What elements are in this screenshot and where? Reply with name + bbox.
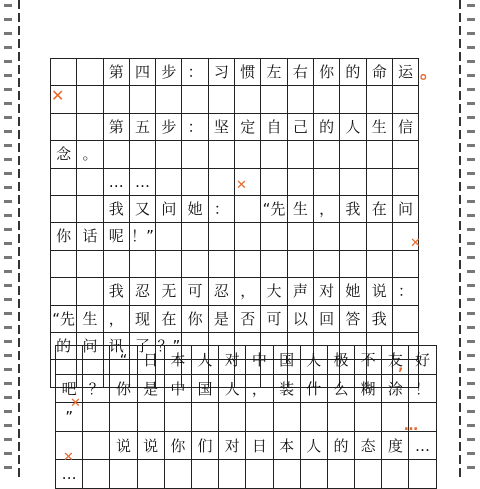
grid-cell: 们	[192, 432, 219, 461]
grid-cell: 否	[235, 306, 261, 333]
grid-cell	[51, 278, 77, 305]
grid-cell	[77, 278, 103, 305]
grid-cell: 态	[355, 432, 382, 461]
grid-cell: 忍	[209, 278, 235, 305]
grid-cell	[182, 141, 208, 168]
grid-cell	[138, 460, 165, 489]
grid-cell: 习	[209, 59, 235, 86]
grid-cell	[328, 403, 355, 432]
grid-cell: 现	[130, 306, 156, 333]
grid-cell	[367, 86, 393, 113]
grid-cell: 我	[340, 196, 366, 223]
grid-cell: 运	[393, 59, 419, 86]
grid-cell: 她	[182, 196, 208, 223]
grid-cell	[340, 251, 366, 278]
grid-cell	[235, 223, 261, 250]
grid-cell	[219, 403, 246, 432]
grid-cell	[156, 251, 182, 278]
grid-cell	[261, 223, 287, 250]
grid-row	[51, 251, 419, 278]
grid-row	[56, 432, 437, 461]
grid-cell: 我	[104, 196, 130, 223]
grid-cell: 中	[165, 375, 192, 404]
grid-cell: 在	[367, 196, 393, 223]
grid-cell: 可	[261, 306, 287, 333]
grid-cell: ，	[314, 196, 340, 223]
grid-cell	[274, 460, 301, 489]
grid-cell: 在	[156, 306, 182, 333]
grid-cell: 的	[340, 59, 366, 86]
grid-cell	[235, 196, 261, 223]
grid-cell	[182, 223, 208, 250]
grid-cell: 本	[274, 432, 301, 461]
grid-cell: 可	[182, 278, 208, 305]
lower-writing-grid	[55, 345, 437, 489]
grid-row	[51, 59, 419, 86]
grid-cell	[77, 59, 103, 86]
grid-cell	[301, 403, 328, 432]
grid-cell: 步	[156, 59, 182, 86]
grid-cell: 回	[314, 306, 340, 333]
grid-cell	[261, 141, 287, 168]
grid-cell	[182, 86, 208, 113]
grid-cell: 对	[219, 346, 246, 375]
grid-cell	[209, 141, 235, 168]
grid-cell	[235, 141, 261, 168]
correction-cross-mark: ✕	[410, 236, 421, 251]
grid-cell: 本	[165, 346, 192, 375]
grid-cell	[83, 346, 110, 375]
grid-cell: 涂	[382, 375, 409, 404]
grid-cell: 己	[288, 114, 314, 141]
grid-cell: ！”	[130, 223, 156, 250]
grid-cell	[130, 86, 156, 113]
grid-cell	[51, 114, 77, 141]
grid-cell: ，	[104, 306, 130, 333]
grid-cell: ”	[56, 403, 83, 432]
grid-cell: …	[409, 432, 436, 461]
grid-cell	[219, 460, 246, 489]
grid-cell: 人	[301, 432, 328, 461]
grid-cell: ，	[246, 375, 273, 404]
grid-cell	[288, 251, 314, 278]
grid-cell	[83, 460, 110, 489]
grid-cell: ：	[393, 278, 419, 305]
grid-cell	[314, 141, 340, 168]
grid-cell	[314, 251, 340, 278]
grid-cell	[340, 86, 366, 113]
grid-cell: 大	[261, 278, 287, 305]
grid-cell: 你	[182, 306, 208, 333]
grid-cell: 友	[382, 346, 409, 375]
grid-cell	[77, 169, 103, 196]
grid-cell: 自	[261, 114, 287, 141]
grid-cell: 呢	[104, 223, 130, 250]
grid-cell	[77, 251, 103, 278]
grid-cell: 话	[77, 223, 103, 250]
grid-cell	[182, 251, 208, 278]
grid-cell: 步	[156, 114, 182, 141]
grid-cell: 什	[301, 375, 328, 404]
grid-cell: ：	[182, 114, 208, 141]
grid-cell: 生	[288, 196, 314, 223]
grid-cell	[192, 460, 219, 489]
grid-cell	[83, 432, 110, 461]
grid-cell: 五	[130, 114, 156, 141]
grid-cell: 定	[235, 114, 261, 141]
correction-period-mark: 。	[420, 62, 438, 83]
grid-cell	[156, 223, 182, 250]
grid-cell: 四	[130, 59, 156, 86]
grid-cell: 惯	[235, 59, 261, 86]
grid-cell	[288, 141, 314, 168]
grid-cell: 对	[219, 432, 246, 461]
grid-cell	[340, 169, 366, 196]
grid-cell	[409, 460, 436, 489]
grid-cell: 问	[393, 196, 419, 223]
grid-cell: ！	[409, 375, 436, 404]
correction-cross-mark: ✕	[63, 450, 74, 465]
grid-cell: 念	[51, 141, 77, 168]
grid-cell: 人	[301, 346, 328, 375]
grid-cell: 她	[340, 278, 366, 305]
grid-cell: 答	[340, 306, 366, 333]
grid-cell	[209, 223, 235, 250]
grid-cell: …	[130, 169, 156, 196]
grid-cell: 是	[138, 375, 165, 404]
grid-cell: 问	[156, 196, 182, 223]
grid-cell: …	[104, 169, 130, 196]
grid-cell	[355, 460, 382, 489]
left-rail	[4, 0, 12, 480]
grid-cell: 说	[110, 432, 137, 461]
grid-cell: 么	[328, 375, 355, 404]
grid-cell: 不	[355, 346, 382, 375]
grid-row	[56, 460, 437, 489]
correction-quote-mark: ’	[398, 366, 404, 382]
grid-cell	[165, 460, 192, 489]
grid-cell: 国	[274, 346, 301, 375]
grid-cell: ：	[182, 59, 208, 86]
grid-cell: 度	[382, 432, 409, 461]
grid-cell: “	[110, 346, 137, 375]
grid-cell: 你	[165, 432, 192, 461]
grid-cell	[104, 86, 130, 113]
grid-cell	[261, 86, 287, 113]
grid-cell: 我	[367, 306, 393, 333]
grid-cell	[367, 169, 393, 196]
left-frame-line	[18, 0, 20, 480]
grid-cell: 糊	[355, 375, 382, 404]
grid-cell: 是	[209, 306, 235, 333]
grid-row	[51, 306, 419, 333]
grid-row	[56, 346, 437, 375]
grid-cell	[156, 169, 182, 196]
correction-cross-mark: ✕	[70, 396, 81, 411]
grid-cell	[393, 251, 419, 278]
grid-cell: 生	[77, 306, 103, 333]
grid-cell	[130, 141, 156, 168]
grid-cell: 好	[409, 346, 436, 375]
grid-row	[51, 141, 419, 168]
grid-cell: 你	[51, 223, 77, 250]
grid-cell: 忍	[130, 278, 156, 305]
grid-cell	[83, 403, 110, 432]
grid-cell	[104, 251, 130, 278]
grid-cell	[367, 251, 393, 278]
grid-cell: 说	[138, 432, 165, 461]
grid-cell	[274, 403, 301, 432]
upper-writing-grid	[50, 58, 419, 388]
grid-cell: …	[56, 460, 83, 489]
grid-cell	[314, 169, 340, 196]
grid-cell	[288, 169, 314, 196]
grid-cell: 中	[246, 346, 273, 375]
grid-cell	[51, 251, 77, 278]
grid-row	[56, 403, 437, 432]
grid-cell: 对	[314, 278, 340, 305]
grid-cell: 吧	[56, 375, 83, 404]
grid-cell: 右	[288, 59, 314, 86]
grid-cell	[355, 403, 382, 432]
grid-cell: “先	[51, 306, 77, 333]
grid-cell	[209, 251, 235, 278]
grid-cell	[77, 86, 103, 113]
grid-cell: 说	[367, 278, 393, 305]
grid-cell: 问	[77, 333, 103, 360]
correction-cross-mark: ✕	[236, 178, 247, 193]
grid-cell	[56, 346, 83, 375]
grid-cell	[209, 169, 235, 196]
grid-cell: 第	[104, 59, 130, 86]
grid-cell: 了	[130, 333, 156, 360]
grid-cell: 的	[51, 333, 77, 360]
grid-cell: ：	[209, 196, 235, 223]
grid-cell	[301, 460, 328, 489]
grid-cell	[51, 169, 77, 196]
grid-cell	[77, 196, 103, 223]
grid-row	[51, 114, 419, 141]
grid-cell	[340, 223, 366, 250]
grid-cell	[367, 141, 393, 168]
grid-cell	[393, 141, 419, 168]
grid-cell	[104, 141, 130, 168]
grid-cell: 生	[367, 114, 393, 141]
grid-cell: 讯	[104, 333, 130, 360]
grid-cell	[393, 169, 419, 196]
grid-cell: 左	[261, 59, 287, 86]
grid-cell: 坚	[209, 114, 235, 141]
grid-row	[51, 223, 419, 250]
grid-cell	[165, 403, 192, 432]
grid-cell: 国	[192, 375, 219, 404]
grid-cell: 你	[314, 59, 340, 86]
grid-cell: 我	[104, 278, 130, 305]
grid-cell	[110, 403, 137, 432]
grid-cell	[51, 196, 77, 223]
grid-cell: 的	[328, 432, 355, 461]
grid-cell: 第	[104, 114, 130, 141]
grid-cell: 人	[192, 346, 219, 375]
grid-cell: 无	[156, 278, 182, 305]
grid-cell	[261, 251, 287, 278]
grid-cell: 日	[138, 346, 165, 375]
grid-cell	[288, 223, 314, 250]
grid-cell	[77, 114, 103, 141]
grid-cell	[209, 86, 235, 113]
grid-cell: 装	[274, 375, 301, 404]
grid-cell	[246, 403, 273, 432]
grid-cell: 的	[314, 114, 340, 141]
grid-cell: 你	[110, 375, 137, 404]
grid-cell: ，	[235, 278, 261, 305]
grid-cell	[328, 460, 355, 489]
grid-cell	[340, 141, 366, 168]
grid-cell	[314, 86, 340, 113]
grid-cell	[288, 86, 314, 113]
right-frame-line	[459, 0, 461, 480]
grid-cell: ？”	[156, 333, 182, 360]
grid-cell	[138, 403, 165, 432]
grid-cell	[314, 223, 340, 250]
grid-row	[51, 196, 419, 223]
right-rail	[467, 0, 475, 480]
grid-cell	[110, 460, 137, 489]
grid-row	[51, 86, 419, 113]
grid-cell	[261, 169, 287, 196]
grid-cell: 日	[246, 432, 273, 461]
grid-cell	[182, 169, 208, 196]
grid-cell: ？	[83, 375, 110, 404]
grid-cell: “先	[261, 196, 287, 223]
grid-row	[56, 375, 437, 404]
correction-ellipsis-mark: …	[404, 418, 418, 434]
grid-cell: 。	[77, 141, 103, 168]
grid-cell: 又	[130, 196, 156, 223]
grid-cell	[235, 251, 261, 278]
grid-cell: 声	[288, 278, 314, 305]
grid-cell: 以	[288, 306, 314, 333]
grid-cell	[367, 223, 393, 250]
grid-cell	[246, 460, 273, 489]
grid-cell	[156, 141, 182, 168]
grid-cell	[130, 251, 156, 278]
grid-cell	[235, 86, 261, 113]
grid-cell	[382, 460, 409, 489]
grid-cell	[156, 86, 182, 113]
grid-cell	[393, 86, 419, 113]
grid-cell	[393, 306, 419, 333]
grid-cell	[192, 403, 219, 432]
grid-row	[51, 278, 419, 305]
correction-cross-mark: ✕	[51, 86, 65, 105]
grid-cell: 命	[367, 59, 393, 86]
grid-cell: 人	[219, 375, 246, 404]
grid-cell	[51, 59, 77, 86]
grid-cell: 人	[340, 114, 366, 141]
grid-cell: 极	[328, 346, 355, 375]
grid-cell: 信	[393, 114, 419, 141]
